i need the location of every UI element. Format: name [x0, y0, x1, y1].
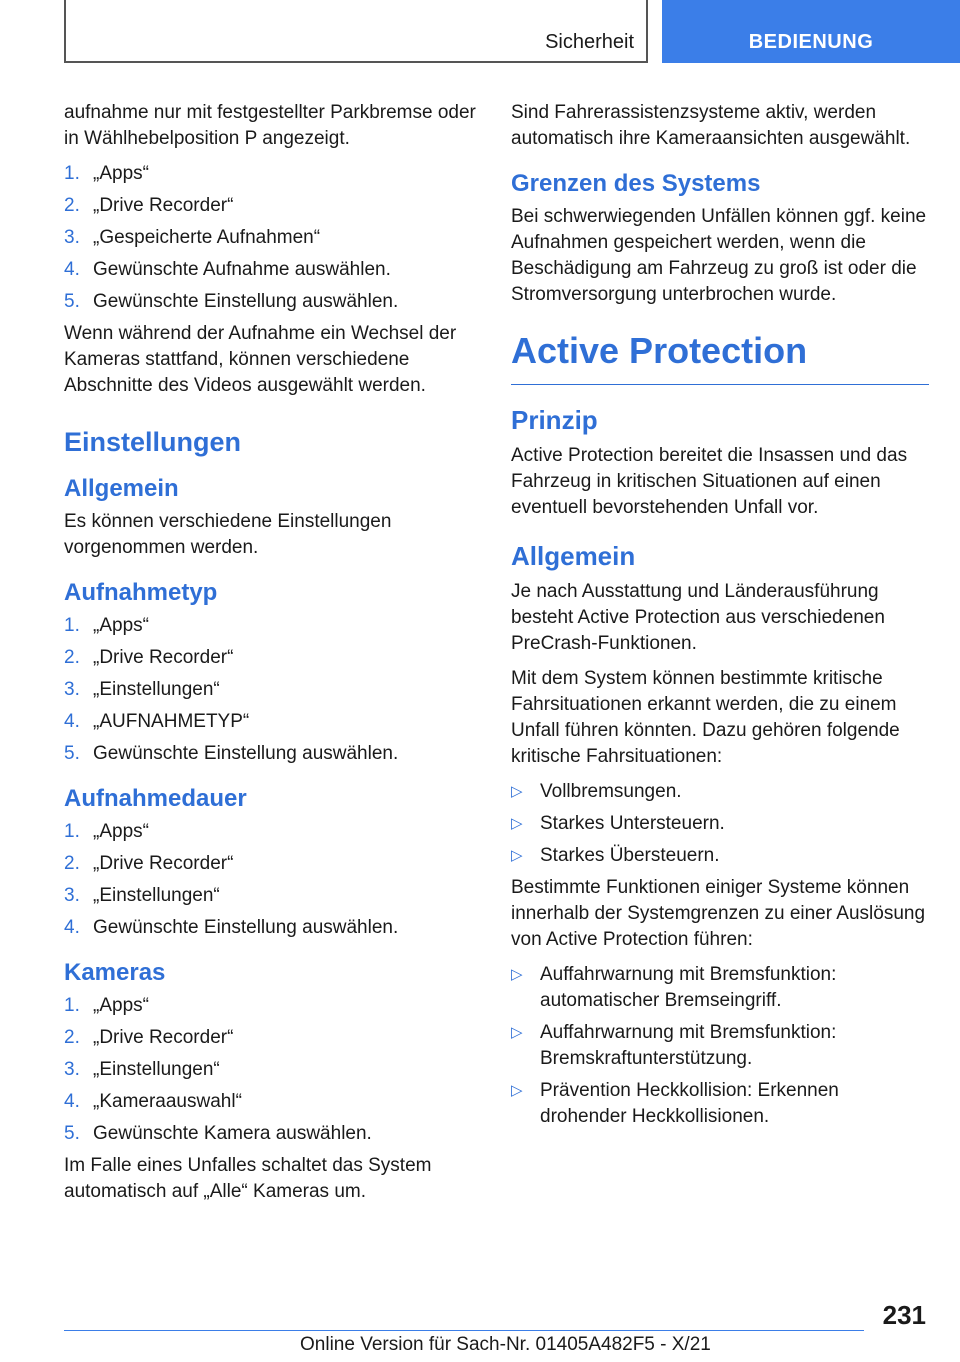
- list-item: ▷ Auffahrwarnung mit Bremsfunktion: Bremskraftunterstützung.: [511, 1022, 837, 1069]
- list-item: 2. „Drive Recorder“: [64, 853, 234, 874]
- paragraph: Im Falle eines Unfalles schaltet das System automatisch auf „Alle“ Kameras um.: [64, 1155, 432, 1202]
- paragraph: Bei schwerwiegenden Unfällen können ggf. keine Aufnahmen gespeichert werden, wenn die Beschädigung am Fahrzeug zu groß ist oder die Stromversorgung unterbrochen wurde.: [511, 206, 927, 305]
- triangle-bullet-icon: ▷: [511, 847, 523, 864]
- list-item: 4. „AUFNAHMETYP“: [64, 711, 250, 732]
- footer-version-text: Online Version für Sach-Nr. 01405A482F5 - X/21: [300, 1334, 711, 1355]
- steps-list: [64, 819, 482, 941]
- page-number: 231: [882, 1300, 926, 1330]
- list-item: ▷ Prävention Heckkollision: Erkennen drohender Heckkollisionen.: [511, 1080, 839, 1127]
- heading-settings: Einstellungen: [64, 427, 242, 457]
- list-item: 3. „Einstellungen“: [64, 1059, 220, 1080]
- bullet-list: [511, 779, 929, 869]
- triangle-bullet-icon: ▷: [511, 783, 523, 800]
- list-item: 3. „Gespeicherte Aufnahmen“: [64, 227, 321, 248]
- triangle-bullet-icon: ▷: [511, 1082, 523, 1099]
- paragraph: Active Protection bereitet die Insassen und das Fahrzeug in kritischen Situationen auf einen eventuell bevorstehenden Unfall vor.: [511, 445, 908, 518]
- list-item: 2. „Drive Recorder“: [64, 1027, 234, 1048]
- list-item: 5. Gewünschte Einstellung auswählen.: [64, 291, 399, 312]
- heading-recording-duration: Aufnahmedauer: [64, 785, 247, 812]
- list-item: 4. Gewünschte Einstellung auswählen.: [64, 917, 399, 938]
- list-item: 4. „Kameraauswahl“: [64, 1091, 242, 1112]
- list-item: 2. „Drive Recorder“: [64, 647, 234, 668]
- paragraph: Mit dem System können bestimmte kritische Fahrsituationen erkannt werden, die zu einem Unfall führen könnten. Dazu gehören folgende kritische Fahrsituationen:: [511, 668, 900, 767]
- footer-divider: [64, 1330, 864, 1331]
- list-item: ▷ Vollbremsungen.: [511, 779, 929, 805]
- steps-list: [64, 161, 482, 315]
- list-item: ▷ Starkes Übersteuern.: [511, 843, 929, 869]
- heading-general: Allgemein: [64, 475, 179, 502]
- list-item: 5. Gewünschte Kamera auswählen.: [64, 1123, 372, 1144]
- list-item: 3. „Einstellungen“: [64, 885, 220, 906]
- triangle-bullet-icon: ▷: [511, 815, 523, 832]
- heading-active-protection: Active Protection: [511, 330, 929, 385]
- section-title: Sicherheit: [545, 31, 634, 53]
- bullet-list: [511, 962, 929, 1130]
- list-item: 3. „Einstellungen“: [64, 679, 220, 700]
- left-column: [64, 100, 482, 1214]
- heading-system-limits: Grenzen des Systems: [511, 170, 761, 197]
- paragraph: Sind Fahrerassistenzsysteme aktiv, werden automatisch ihre Kameraansichten ausgewählt.: [511, 102, 911, 149]
- list-item: 2. „Drive Recorder“: [64, 195, 234, 216]
- paragraph: Wenn während der Aufnahme ein Wechsel der Kameras stattfand, können verschiedene Abschnitte des Videos ausgewählt werden.: [64, 323, 457, 396]
- heading-recording-type: Aufnahmetyp: [64, 579, 218, 606]
- paragraph: Bestimmte Funktionen einiger Systeme können innerhalb der Systemgrenzen zu einer Auslösung von Active Protection führen:: [511, 877, 926, 950]
- list-item: 1. „Apps“: [64, 821, 149, 842]
- steps-list: [64, 613, 482, 767]
- paragraph: aufnahme nur mit festgestellter Parkbremse oder in Wählhebelposition P angezeigt.: [64, 102, 476, 149]
- paragraph: Es können verschiedene Einstellungen vorgenommen werden.: [64, 511, 392, 558]
- heading-principle: Prinzip: [511, 405, 598, 435]
- list-item: 1. „Apps“: [64, 615, 149, 636]
- list-item: 4. Gewünschte Aufnahme auswählen.: [64, 259, 391, 280]
- list-item: ▷ Auffahrwarnung mit Bremsfunktion: automatischer Bremseingriff.: [511, 964, 837, 1011]
- heading-general: Allgemein: [511, 541, 636, 571]
- right-column: [511, 100, 929, 1136]
- triangle-bullet-icon: ▷: [511, 1024, 523, 1041]
- list-item: 1. „Apps“: [64, 995, 149, 1016]
- list-item: 5. Gewünschte Einstellung auswählen.: [64, 743, 399, 764]
- steps-list: [64, 993, 482, 1147]
- list-item: ▷ Starkes Untersteuern.: [511, 811, 929, 837]
- triangle-bullet-icon: ▷: [511, 966, 523, 983]
- list-item: 1. „Apps“: [64, 163, 149, 184]
- paragraph: Je nach Ausstattung und Länderausführung besteht Active Protection aus verschiedenen PreCrash-Funktionen.: [511, 581, 885, 654]
- chapter-tab: BEDIENUNG: [662, 0, 960, 63]
- heading-cameras: Kameras: [64, 959, 166, 986]
